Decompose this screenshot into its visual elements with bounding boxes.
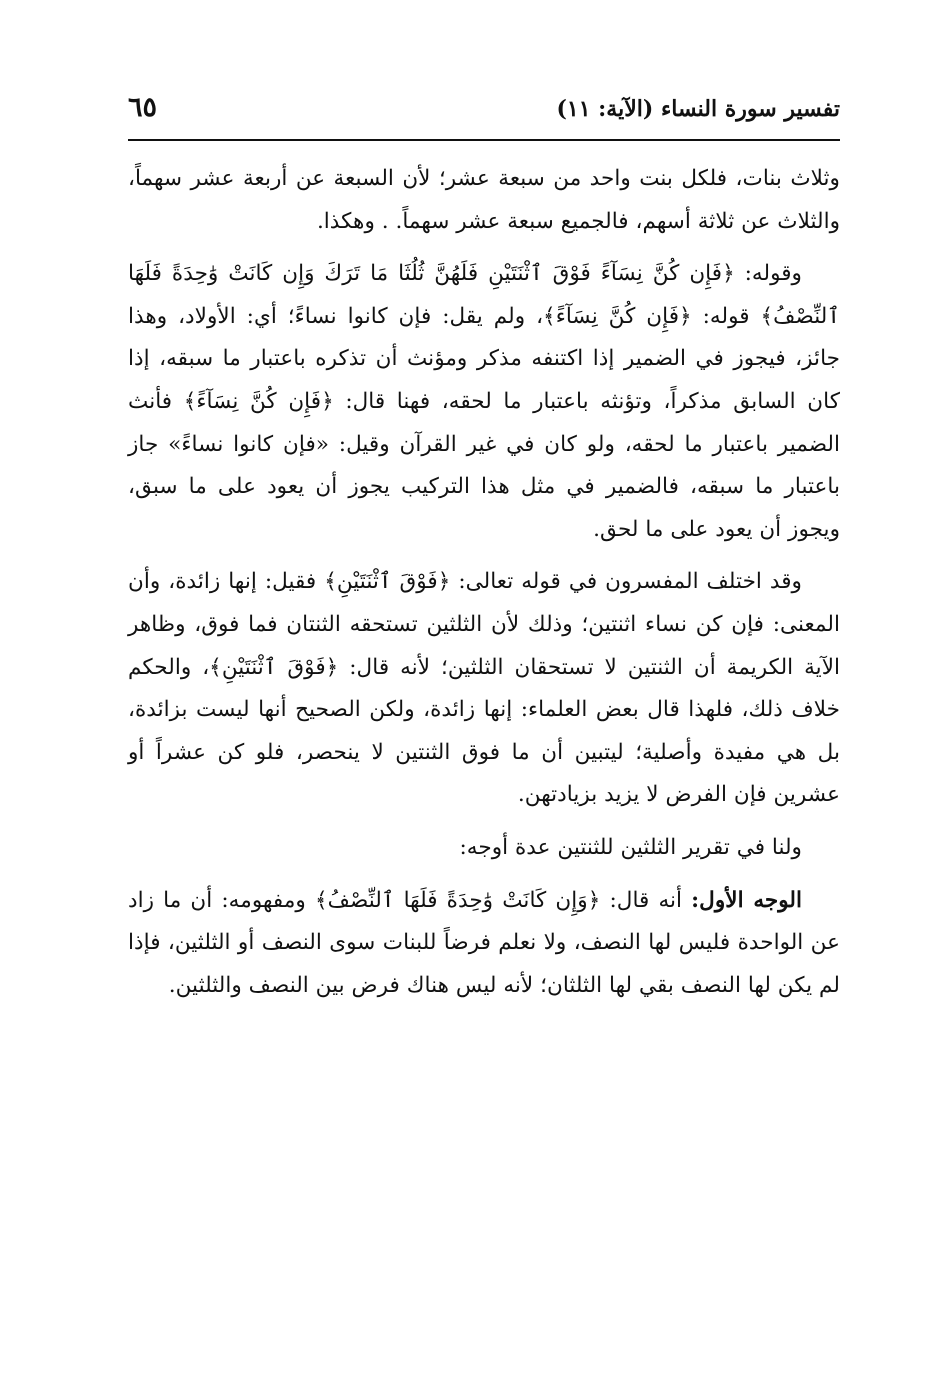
paragraph-3-text-b: ، والحكم خلاف ذلك، فلهذا قال بعض العلماء: إنها زائدة، ولكن الصحيح أنها ليست بزائدة، بل هي مفيدة وأصلية؛ ليتبين أن ما فوق الثنتين لا ينحصر، فلو كن عشراً أو عشرين فإن الفرض لا يزيد بزيادتهن.: [128, 654, 840, 808]
header-rule: [128, 139, 840, 141]
page-number: ٦٥: [128, 92, 158, 123]
paragraph-4-text: ولنا في تقرير الثلثين للثنتين عدة أوجه:: [459, 834, 802, 860]
paragraph-3-text-a: فقيل: إنها زائدة، وأن المعنى: فإن كن نساء اثنتين؛ وذلك لأن الثلثين تستحقه الثنتان فما فوق، وظاهر الآية الكريمة أن الثنتين لا تستحقان الثلثين؛ لأنه قال:: [128, 569, 841, 680]
paragraph-4: [128, 827, 840, 870]
paragraph-2-intro: وقوله:: [734, 261, 802, 287]
quran-verse-2: ﴿فَإِن كُنَّ نِسَآءً﴾: [543, 303, 692, 329]
paragraph-2-text-b: ، ولم يقل: فإن كانوا نساءً؛ أي: الأولاد، وهذا جائز، فيجوز في الضمير إذا اكتنفه مذكر ومؤنث أن تذكره باعتبار ما سبقه، إذا كان السابق مذكراً، وتؤنثه باعتبار ما لحقه، فهنا قال:: [128, 303, 840, 414]
quran-verse-4: ﴿فَوْقَ ٱثْنَتَيْنِ﴾: [324, 569, 451, 595]
quran-verse-5: ﴿فَوْقَ ٱثْنَتَيْنِ﴾: [209, 654, 339, 680]
paragraph-3: [128, 561, 840, 817]
section-heading-first-aspect: الوجه الأول:: [691, 887, 803, 913]
paragraph-5-text-a: أنه قال:: [600, 887, 692, 913]
quran-verse-3: ﴿فَإِن كُنَّ نِسَآءً﴾: [183, 388, 334, 414]
quran-verse-6: ﴿وَإِن كَانَتْ وَٰحِدَةً فَلَهَا ٱلنِّصْفُ﴾: [314, 887, 601, 913]
paragraph-2: [128, 253, 840, 551]
paragraph-5: [128, 880, 840, 1008]
paragraph-1: [128, 158, 840, 243]
paragraph-3-intro: وقد اختلف المفسرون في قوله تعالى:: [450, 569, 802, 595]
paragraph-2-text-a: قوله:: [691, 303, 761, 329]
running-header: [128, 92, 840, 132]
body-text: [128, 158, 840, 1007]
header-title: تفسير سورة النساء (الآية: ١١): [556, 96, 840, 122]
paragraph-2-text-c: فأنث الضمير باعتبار ما لحقه، ولو كان في غير القرآن وقيل: «فإن كانوا نساءً» جاز باعتبار ما سبقه، فالضمير في مثل هذا التركيب يجوز أن يعود على ما سبق، ويجوز أن يعود على ما لحق.: [128, 388, 840, 542]
paragraph-1-text: وثلاث بنات، فلكل بنت واحد من سبعة عشر؛ لأن السبعة عن أربعة عشر سهماً، والثلاث عن ثلاثة أسهم، فالجميع سبعة عشر سهماً. . وهكذا.: [128, 166, 840, 234]
paragraph-5-text-b: ومفهومه: أن ما زاد عن الواحدة فليس لها النصف، ولا نعلم فرضاً للبنات سوى النصف أو الثلثين، فإذا لم يكن لها النصف بقي لها الثلثان؛ لأنه ليس هناك فرض بين النصف والثلثين.: [128, 887, 840, 998]
quran-verse-1: ﴿فَإِن كُنَّ نِسَآءً فَوْقَ ٱثْنَتَيْنِ فَلَهُنَّ ثُلُثَا مَا تَرَكَ وَإِن كَانَتْ وَٰحِدَةً فَلَهَا ٱلنِّصْفُ﴾: [128, 261, 840, 329]
